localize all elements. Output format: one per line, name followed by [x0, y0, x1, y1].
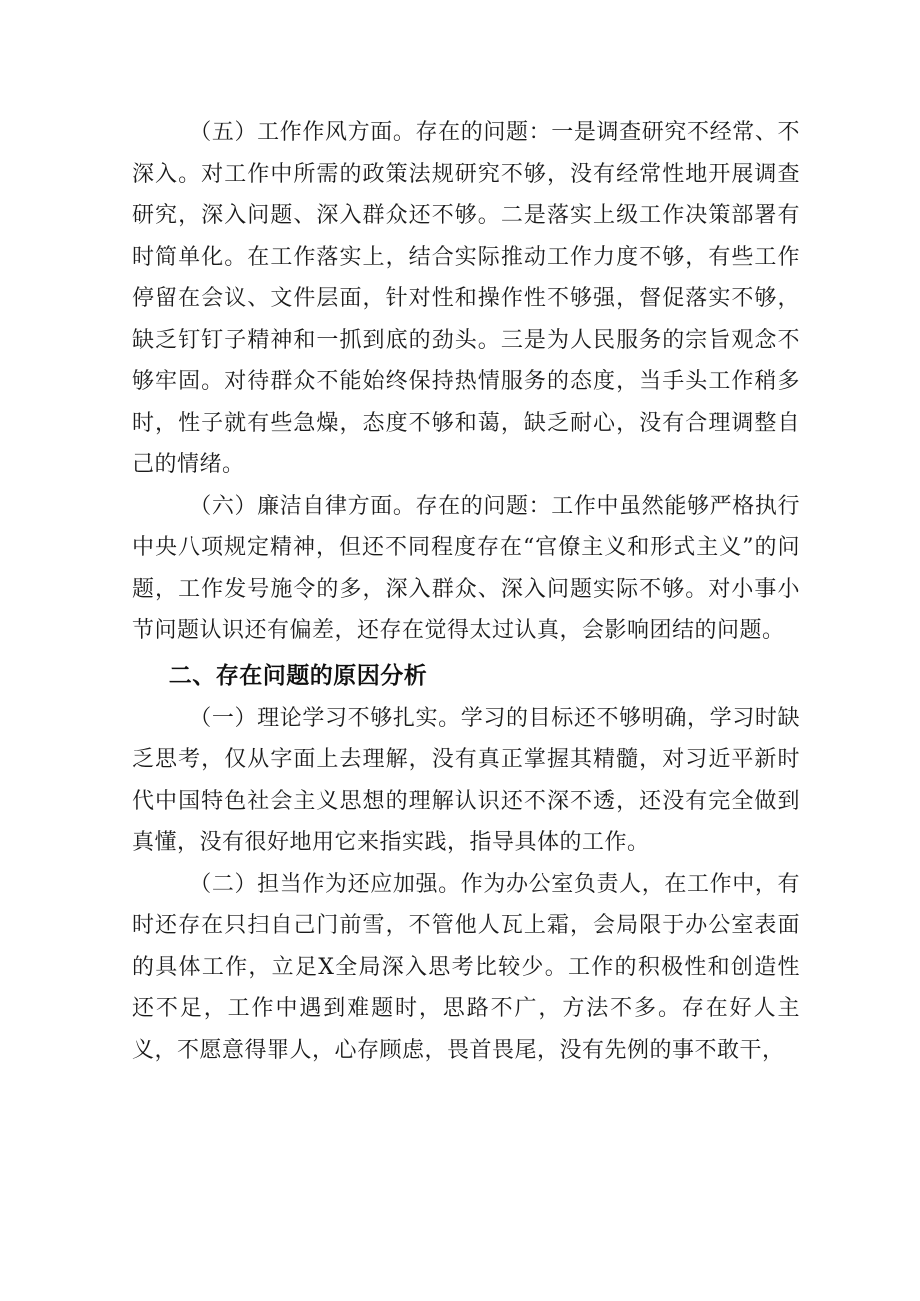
paragraph-responsibility: （二）担当作为还应加强。作为办公室负责人，在工作中，有时还存在只扫自己门前雪，不管他人瓦上霜，会局限于办公室表面的具体工作，立足X全局深入思考比较少。工作的积极性和创造性还不足，工作中遇到难题时，思路不广，方法不多。存在好人主义，不愿意得罪人，心存顾虑，畏首畏尾，没有先例的事不敢干， [132, 871, 800, 1063]
paragraph-work-style: （五）工作作风方面。存在的问题：一是调查研究不经常、不深入。对工作中所需的政策法规研究不够，没有经常性地开展调查研究，深入问题、深入群众还不够。二是落实上级工作决策部署有时简单化。在工作落实上，结合实际推动工作力度不够，有些工作停留在会议、文件层面，针对性和操作性不够强，督促落实不够，缺乏钉钉子精神和一抓到底的劲头。三是为人民服务的宗旨观念不够牢固。对待群众不能始终保持热情服务的态度，当手头工作稍多时，性子就有些急燥，态度不够和蔼，缺乏耐心，没有合理调整自己的情绪。 [132, 120, 800, 477]
paragraph-integrity: （六）廉洁自律方面。存在的问题：工作中虽然能够严格执行中央八项规定精神，但还不同程度存在“官僚主义和形式主义”的问题，工作发号施令的多，深入群众、深入问题实际不够。对小事小节问题认识还有偏差，还存在觉得太过认真，会影响团结的问题。 [132, 493, 800, 643]
document-body [132, 112, 800, 1071]
section-heading: 二、存在问题的原因分析 [168, 662, 428, 689]
paragraph-theory-study: （一）理论学习不够扎实。学习的目标还不够明确，学习时缺乏思考，仅从字面上去理解，没有真正掌握其精髓，对习近平新时代中国特色社会主义思想的理解认识还不深不透，还没有完全做到真懂，没有很好地用它来指实践，指导具体的工作。 [132, 705, 800, 855]
